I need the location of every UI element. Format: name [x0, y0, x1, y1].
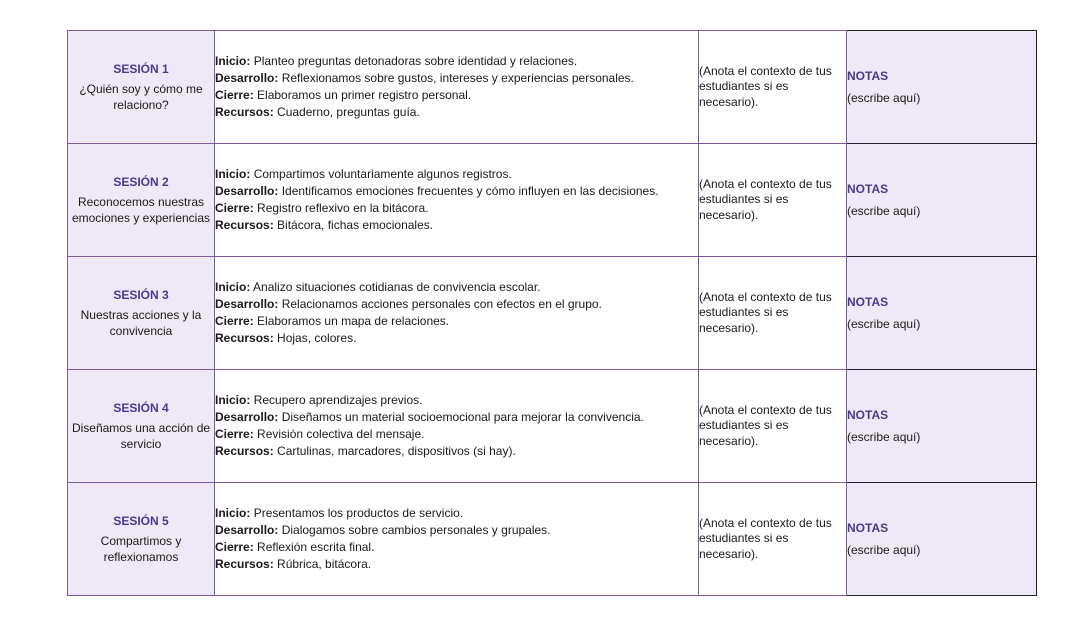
notes-placeholder: (escribe aquí): [847, 204, 921, 218]
inicio-line: [215, 505, 698, 522]
notes-cell[interactable]: [847, 483, 1037, 596]
inicio-label: Inicio:: [215, 167, 251, 181]
context-cell[interactable]: [699, 257, 847, 370]
recursos-line: [215, 217, 698, 234]
recursos-text: Rúbrica, bitácora.: [277, 557, 372, 571]
cierre-text: Elaboramos un mapa de relaciones.: [257, 314, 450, 328]
notes-title: NOTAS: [847, 69, 889, 83]
notes-cell[interactable]: [847, 31, 1037, 144]
context-cell[interactable]: [699, 144, 847, 257]
session-name: Compartimos y reflexionamos: [100, 534, 182, 564]
recursos-label: Recursos:: [215, 218, 274, 232]
cierre-label: Cierre:: [215, 201, 254, 215]
session-name: ¿Quién soy y cómo me relaciono?: [79, 82, 203, 112]
context-placeholder: (Anota el contexto de tus estudiantes si es necesario).: [699, 289, 832, 335]
recursos-line: [215, 556, 698, 573]
activities-cell: [215, 370, 699, 483]
session-plan-table: [67, 30, 1037, 596]
notes-placeholder: (escribe aquí): [847, 430, 921, 444]
session-title: SESIÓN 2: [113, 175, 169, 189]
recursos-label: Recursos:: [215, 444, 274, 458]
cierre-text: Revisión colectiva del mensaje.: [257, 427, 425, 441]
context-placeholder: (Anota el contexto de tus estudiantes si es necesario).: [699, 63, 832, 109]
context-placeholder: (Anota el contexto de tus estudiantes si es necesario).: [699, 176, 832, 222]
inicio-text: Analizo situaciones cotidianas de convivencia escolar.: [253, 280, 541, 294]
cierre-line: [215, 313, 698, 330]
desarrollo-text: Relacionamos acciones personales con efectos en el grupo.: [281, 297, 602, 311]
session-name: Nuestras acciones y la convivencia: [80, 308, 202, 338]
notes-placeholder: (escribe aquí): [847, 317, 921, 331]
recursos-line: [215, 443, 698, 460]
recursos-text: Cuaderno, preguntas guía.: [277, 105, 420, 119]
session-header-cell: [68, 31, 215, 144]
cierre-label: Cierre:: [215, 88, 254, 102]
desarrollo-text: Dialogamos sobre cambios personales y grupales.: [281, 523, 551, 537]
session-name: Diseñamos una acción de servicio: [71, 421, 211, 451]
inicio-label: Inicio:: [215, 506, 251, 520]
context-placeholder: (Anota el contexto de tus estudiantes si es necesario).: [699, 515, 832, 561]
session-name: Reconocemos nuestras emociones y experiencias: [71, 195, 211, 225]
session-title: SESIÓN 5: [113, 514, 169, 528]
desarrollo-line: [215, 409, 698, 426]
notes-cell[interactable]: [847, 257, 1037, 370]
desarrollo-label: Desarrollo:: [215, 410, 279, 424]
activities-cell: [215, 31, 699, 144]
notes-placeholder: (escribe aquí): [847, 91, 921, 105]
cierre-line: [215, 87, 698, 104]
inicio-text: Presentamos los productos de servicio.: [253, 506, 464, 520]
inicio-line: [215, 166, 698, 183]
notes-title: NOTAS: [847, 521, 889, 535]
desarrollo-text: Identificamos emociones frecuentes y cómo influyen en las decisiones.: [281, 184, 659, 198]
recursos-text: Bitácora, fichas emocionales.: [277, 218, 434, 232]
session-header-cell: [68, 144, 215, 257]
recursos-label: Recursos:: [215, 557, 274, 571]
notes-cell[interactable]: [847, 144, 1037, 257]
session-header-cell: [68, 483, 215, 596]
cierre-text: Reflexión escrita final.: [257, 540, 375, 554]
notes-title: NOTAS: [847, 408, 889, 422]
desarrollo-label: Desarrollo:: [215, 71, 279, 85]
notes-cell[interactable]: [847, 370, 1037, 483]
context-cell[interactable]: [699, 370, 847, 483]
desarrollo-label: Desarrollo:: [215, 184, 279, 198]
session-row: [68, 370, 1037, 483]
desarrollo-line: [215, 296, 698, 313]
desarrollo-line: [215, 183, 698, 200]
recursos-line: [215, 330, 698, 347]
session-row: [68, 257, 1037, 370]
recursos-line: [215, 104, 698, 121]
session-row: [68, 483, 1037, 596]
inicio-line: [215, 392, 698, 409]
desarrollo-label: Desarrollo:: [215, 523, 279, 537]
session-row: [68, 31, 1037, 144]
inicio-text: Compartimos voluntariamente algunos registros.: [253, 167, 512, 181]
desarrollo-line: [215, 522, 698, 539]
session-header-cell: [68, 257, 215, 370]
context-cell[interactable]: [699, 483, 847, 596]
desarrollo-line: [215, 70, 698, 87]
desarrollo-text: Diseñamos un material socioemocional para mejorar la convivencia.: [281, 410, 644, 424]
notes-placeholder: (escribe aquí): [847, 543, 921, 557]
inicio-label: Inicio:: [215, 393, 251, 407]
activities-cell: [215, 257, 699, 370]
recursos-label: Recursos:: [215, 105, 274, 119]
inicio-line: [215, 279, 698, 296]
cierre-line: [215, 426, 698, 443]
cierre-line: [215, 200, 698, 217]
activities-cell: [215, 483, 699, 596]
inicio-text: Planteo preguntas detonadoras sobre identidad y relaciones.: [253, 54, 578, 68]
inicio-label: Inicio:: [215, 280, 251, 294]
inicio-label: Inicio:: [215, 54, 251, 68]
desarrollo-text: Reflexionamos sobre gustos, intereses y experiencias personales.: [281, 71, 634, 85]
cierre-label: Cierre:: [215, 540, 254, 554]
recursos-text: Cartulinas, marcadores, dispositivos (si hay).: [277, 444, 516, 458]
cierre-text: Elaboramos un primer registro personal.: [257, 88, 472, 102]
context-cell[interactable]: [699, 31, 847, 144]
cierre-text: Registro reflexivo en la bitácora.: [257, 201, 429, 215]
notes-title: NOTAS: [847, 295, 889, 309]
desarrollo-label: Desarrollo:: [215, 297, 279, 311]
activities-cell: [215, 144, 699, 257]
cierre-label: Cierre:: [215, 427, 254, 441]
cierre-label: Cierre:: [215, 314, 254, 328]
cierre-line: [215, 539, 698, 556]
recursos-text: Hojas, colores.: [277, 331, 357, 345]
notes-title: NOTAS: [847, 182, 889, 196]
session-title: SESIÓN 3: [113, 288, 169, 302]
inicio-text: Recupero aprendizajes previos.: [253, 393, 423, 407]
session-header-cell: [68, 370, 215, 483]
session-title: SESIÓN 4: [113, 401, 169, 415]
recursos-label: Recursos:: [215, 331, 274, 345]
context-placeholder: (Anota el contexto de tus estudiantes si es necesario).: [699, 402, 832, 448]
session-plan-body: [68, 31, 1037, 596]
session-title: SESIÓN 1: [113, 62, 169, 76]
inicio-line: [215, 53, 698, 70]
session-row: [68, 144, 1037, 257]
